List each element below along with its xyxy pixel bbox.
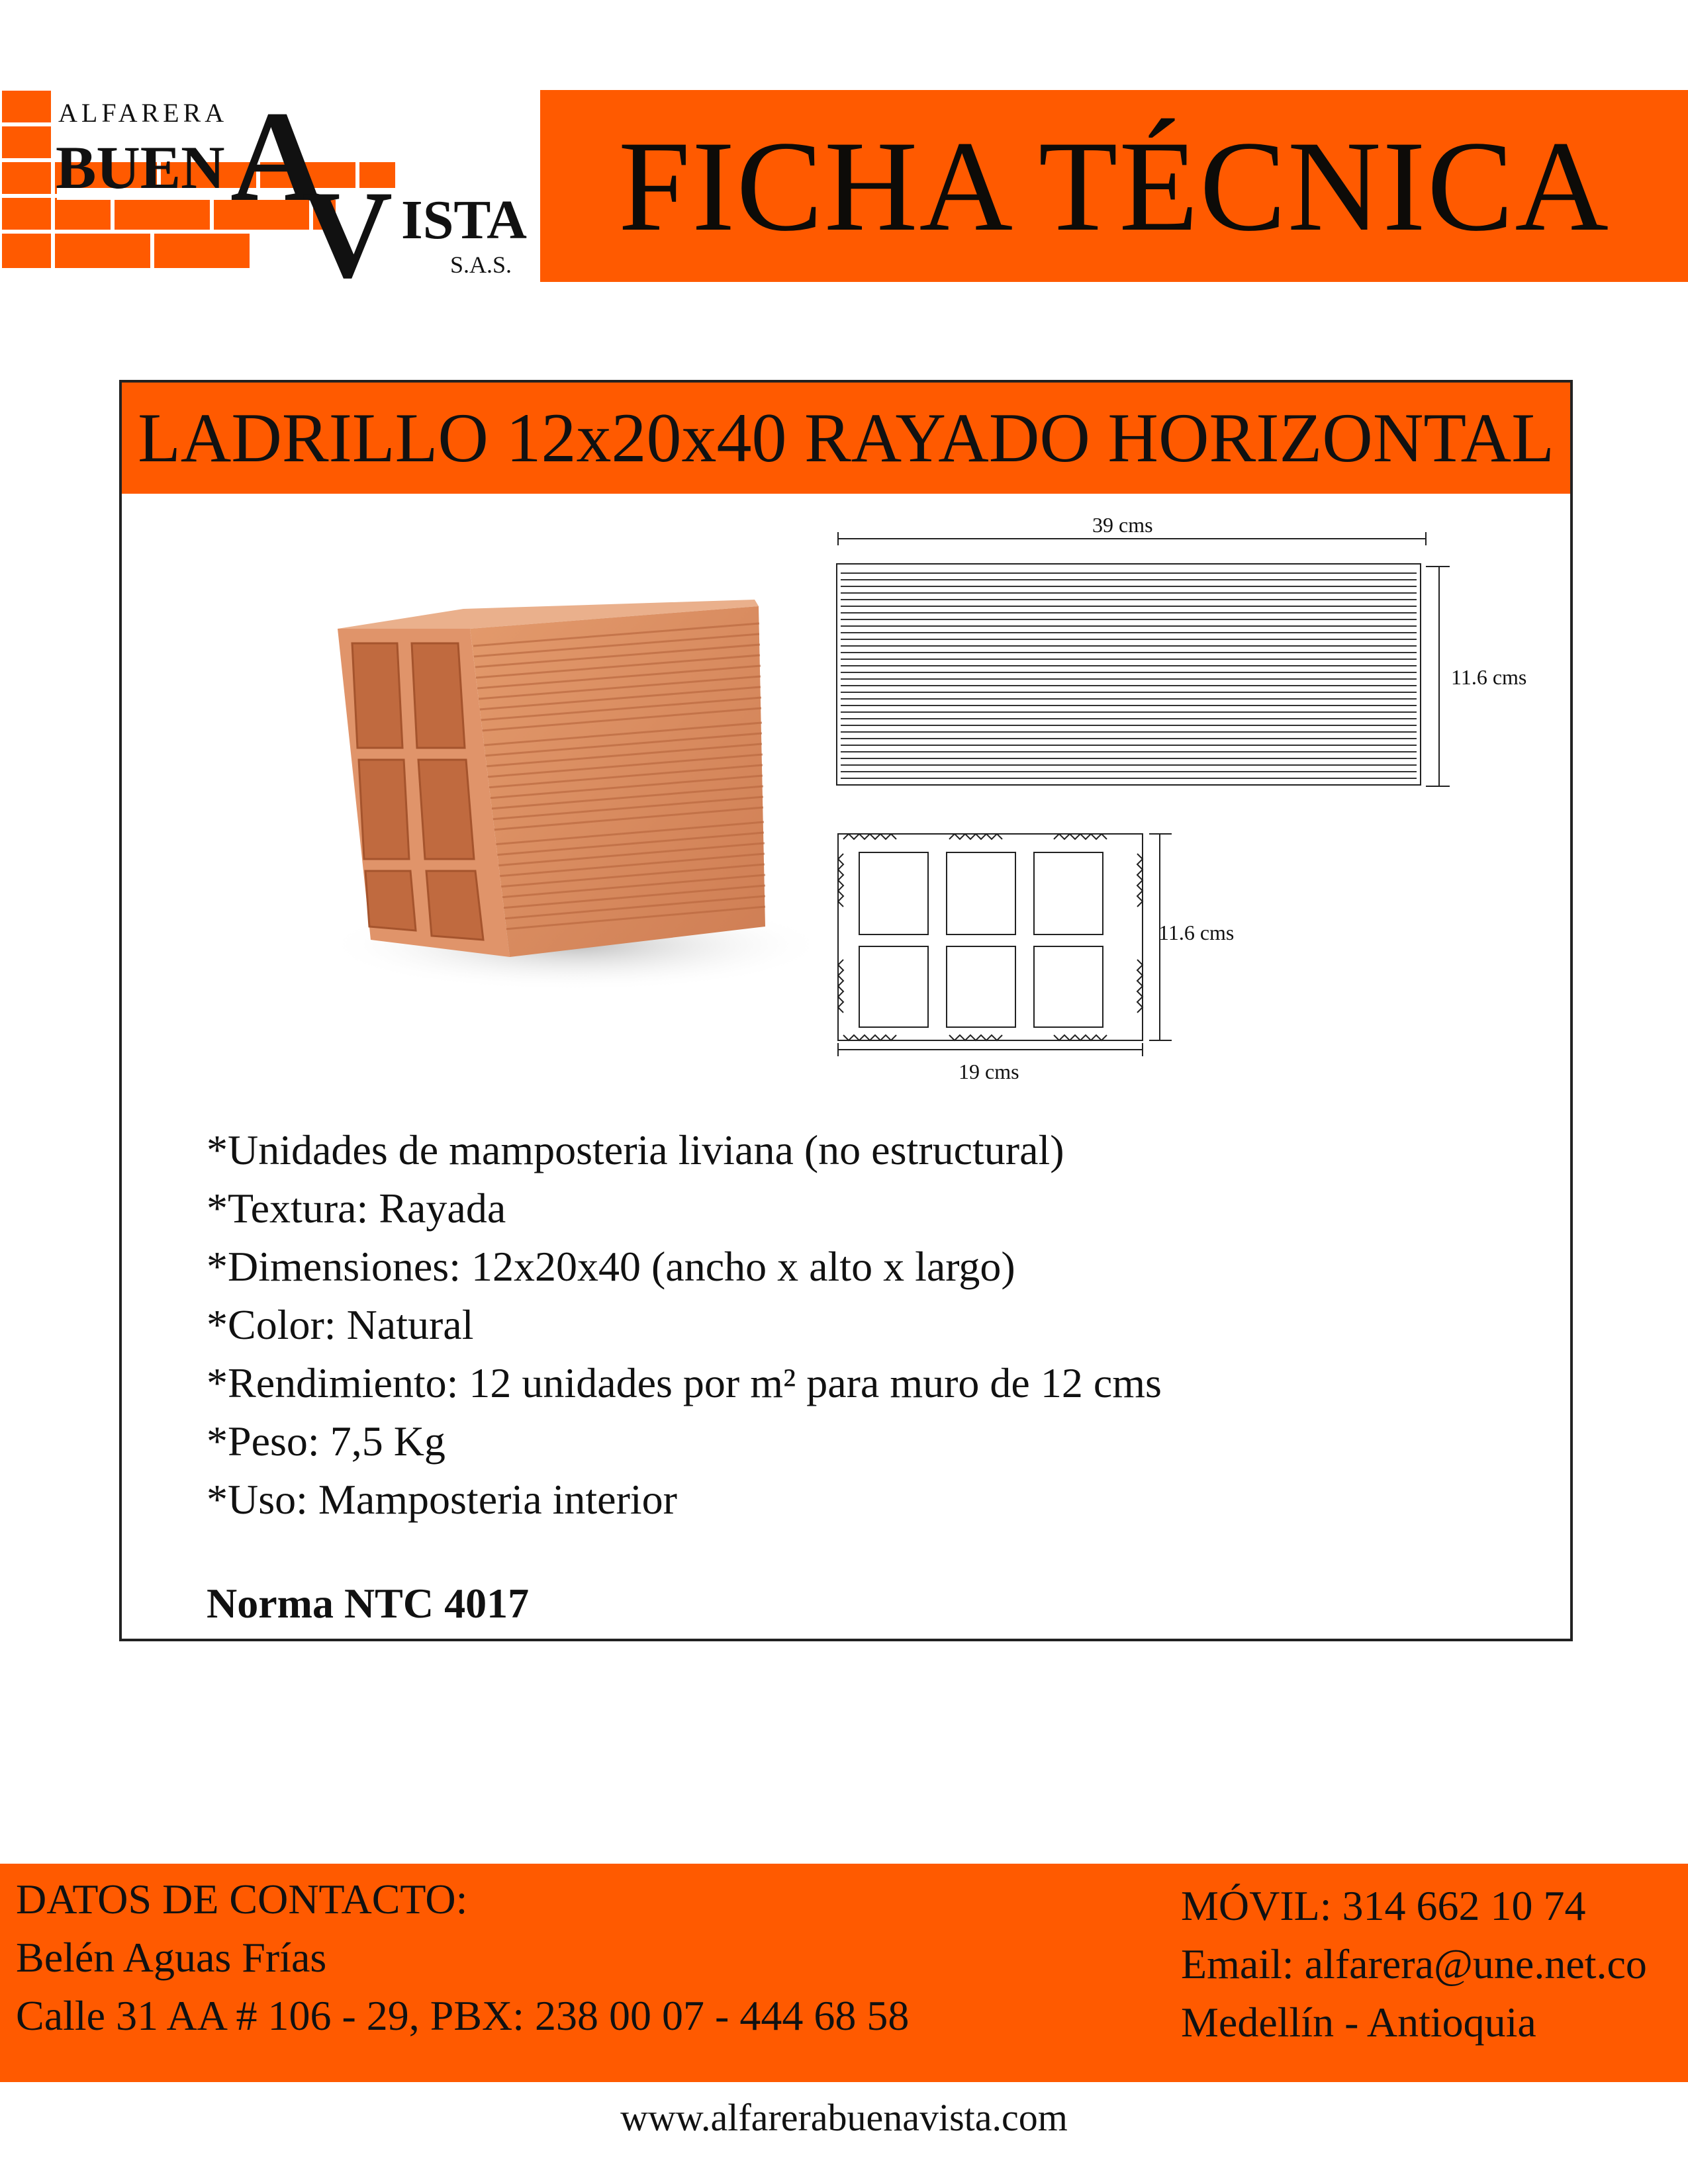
spec-list (207, 1121, 1464, 1529)
company-logo (0, 89, 549, 281)
top-width-label: 39 cms (1092, 513, 1153, 537)
logo-big-a-text: A (230, 89, 324, 228)
address-line: Calle 31 AA # 106 - 29, PBX: 238 00 07 - 444 68 58 (16, 1992, 910, 2039)
brick-photo (291, 582, 814, 1006)
front-width-label: 19 cms (959, 1060, 1019, 1083)
logo-big-v-text: V (302, 165, 393, 281)
front-height-label: 11.6 cms (1158, 921, 1235, 944)
website-link[interactable]: www.alfarerabuenavista.com (620, 2096, 1068, 2139)
spec-line: *Unidades de mamposteria liviana (no estructural) (207, 1126, 1064, 1173)
spec-line: *Color: Natural (207, 1301, 474, 1348)
contact-heading: DATOS DE CONTACTO: (16, 1876, 468, 1923)
address-line: Belén Aguas Frías (16, 1934, 327, 1981)
norma-label: Norma NTC 4017 (207, 1580, 530, 1627)
logo-buen-text: BUEN (56, 134, 225, 201)
top-height-label: 11.6 cms (1451, 665, 1527, 689)
product-title: LADRILLO 12x20x40 RAYADO HORIZONTAL (138, 399, 1554, 477)
page-title: FICHA TÉCNICA (618, 114, 1610, 258)
logo-sas-text: S.A.S. (450, 251, 512, 278)
logo-alfarera-text: ALFARERA (58, 98, 228, 128)
spec-line: *Uso: Mamposteria interior (207, 1476, 677, 1523)
mobile-number: MÓVIL: 314 662 10 74 (1181, 1882, 1586, 1929)
email-address[interactable]: Email: alfarera@une.net.co (1181, 1940, 1647, 1987)
spec-line: *Textura: Rayada (207, 1185, 506, 1232)
logo-ista-text: ISTA (401, 189, 527, 251)
spec-line: *Rendimiento: 12 unidades por m² para muro de 12 cms (207, 1359, 1162, 1406)
contact-block (16, 1870, 909, 2045)
front-view (838, 834, 1172, 1056)
contact-details (1181, 1877, 1647, 2052)
spec-line: *Peso: 7,5 Kg (207, 1418, 445, 1465)
spec-line: *Dimensiones: 12x20x40 (ancho x alto x largo) (207, 1243, 1015, 1290)
technical-drawing (814, 510, 1569, 1105)
city-label: Medellín - Antioquia (1181, 1999, 1536, 2046)
top-view-stripes (841, 573, 1417, 778)
